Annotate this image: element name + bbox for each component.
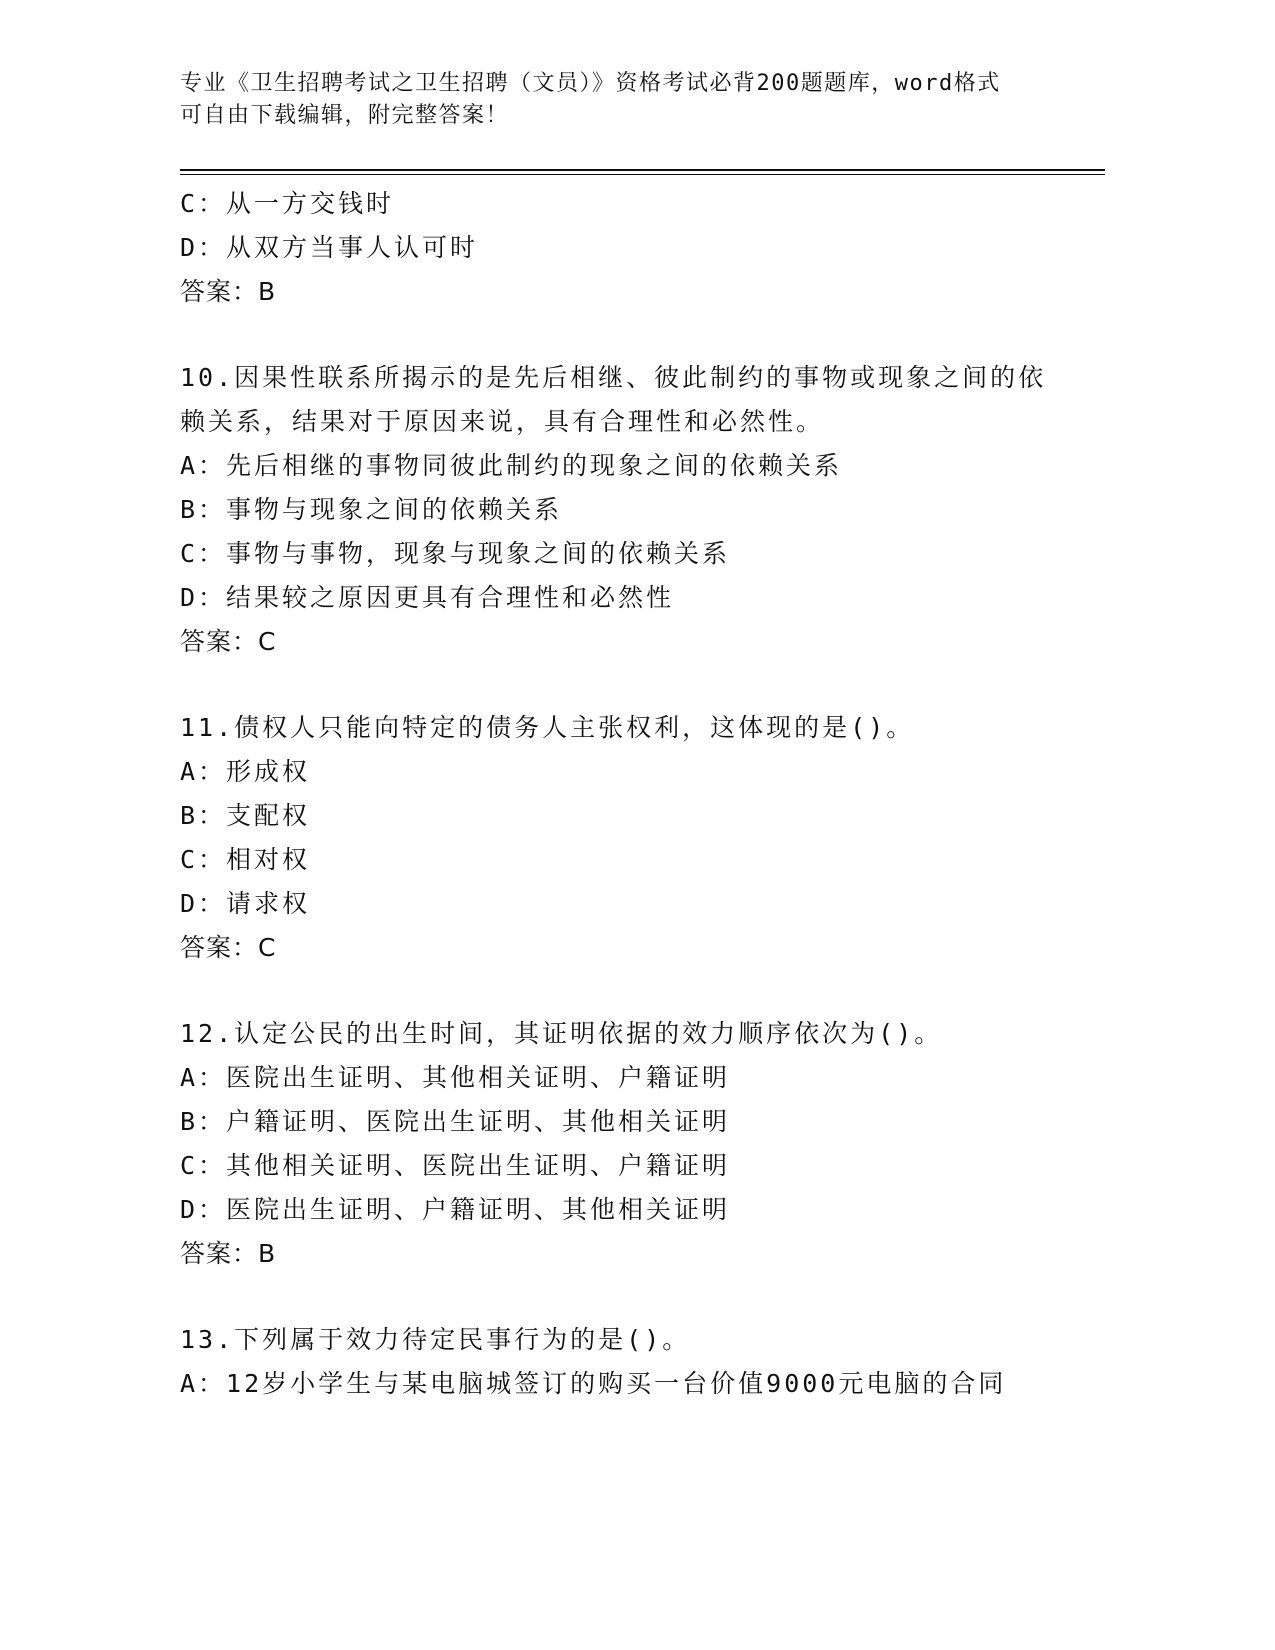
header-title-line-2: 可自由下载编辑，附完整答案！ <box>180 103 510 128</box>
option-a: A：形成权 <box>180 757 311 786</box>
option-c: C：其他相关证明、医院出生证明、户籍证明 <box>180 1151 731 1180</box>
option-d: D：请求权 <box>180 889 311 918</box>
answer: 答案：B <box>180 1239 277 1268</box>
question-11 <box>180 706 1080 970</box>
question-text: 11.债权人只能向特定的债务人主张权利，这体现的是()。 <box>180 713 915 742</box>
spacer <box>180 314 1080 356</box>
question-fragment <box>180 182 1080 314</box>
option-b: B：支配权 <box>180 801 311 830</box>
answer: 答案：C <box>180 627 277 656</box>
question-text: 12.认定公民的出生时间，其证明依据的效力顺序依次为()。 <box>180 1019 943 1048</box>
header-rule-thin <box>180 174 1105 175</box>
option-c: C：从一方交钱时 <box>180 189 395 218</box>
document-header <box>180 68 1060 132</box>
option-d: D：结果较之原因更具有合理性和必然性 <box>180 583 675 612</box>
option-c: C：相对权 <box>180 845 311 874</box>
spacer <box>180 970 1080 1012</box>
option-d: D：医院出生证明、户籍证明、其他相关证明 <box>180 1195 731 1224</box>
question-10 <box>180 356 1080 664</box>
option-b: B：户籍证明、医院出生证明、其他相关证明 <box>180 1107 731 1136</box>
header-title-line-1: 专业《卫生招聘考试之卫生招聘（文员）》资格考试必背200题题库，word格式 <box>180 71 1001 96</box>
option-a: A：先后相继的事物同彼此制约的现象之间的依赖关系 <box>180 451 843 480</box>
option-c: C：事物与事物，现象与现象之间的依赖关系 <box>180 539 731 568</box>
answer: 答案：C <box>180 933 277 962</box>
header-rule-thick <box>180 169 1105 171</box>
option-b: B：事物与现象之间的依赖关系 <box>180 495 563 524</box>
spacer <box>180 1276 1080 1318</box>
option-d: D：从双方当事人认可时 <box>180 233 479 262</box>
spacer <box>180 664 1080 706</box>
question-text: 13.下列属于效力待定民事行为的是()。 <box>180 1325 691 1354</box>
question-text: 10.因果性联系所揭示的是先后相继、彼此制约的事物或现象之间的依 <box>180 363 1047 392</box>
option-a: A：医院出生证明、其他相关证明、户籍证明 <box>180 1063 731 1092</box>
question-12 <box>180 1012 1080 1276</box>
answer: 答案：B <box>180 277 277 306</box>
option-a: A：12岁小学生与某电脑城签订的购买一台价值9000元电脑的合同 <box>180 1369 1007 1398</box>
question-text: 赖关系，结果对于原因来说，具有合理性和必然性。 <box>180 407 825 436</box>
question-13 <box>180 1318 1080 1406</box>
question-list <box>180 182 1080 1406</box>
